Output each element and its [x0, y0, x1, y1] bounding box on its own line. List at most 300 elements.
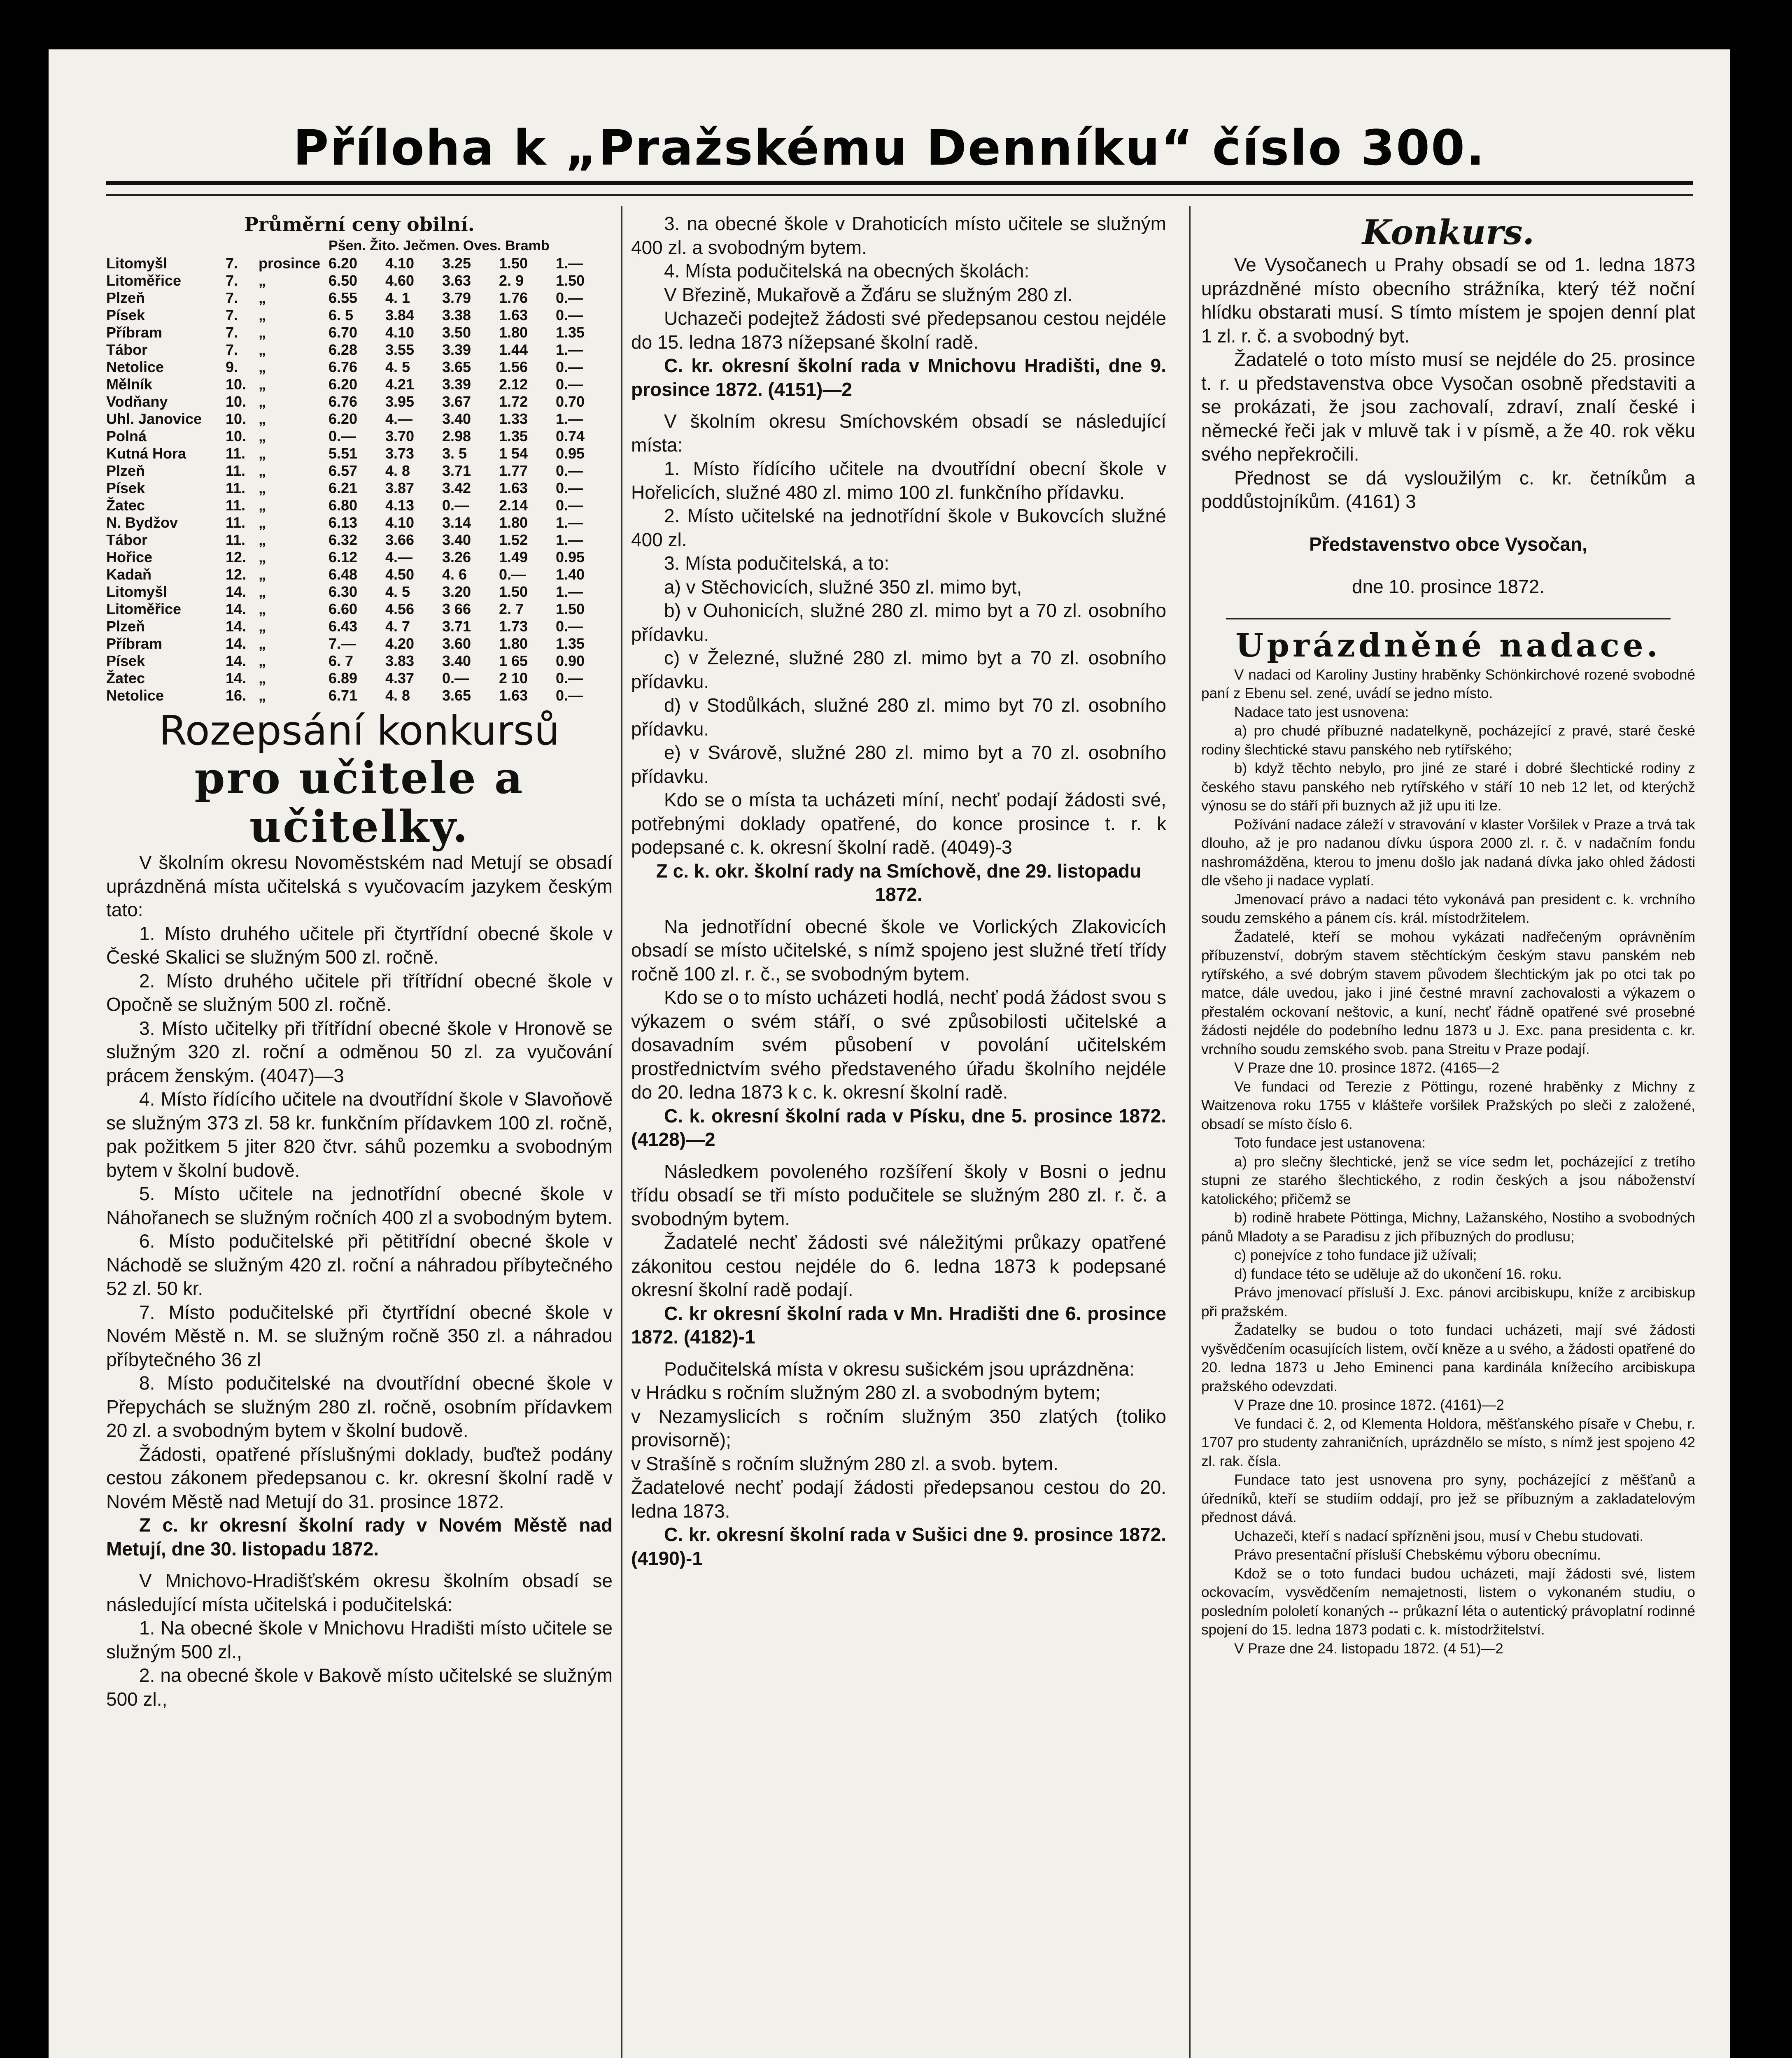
article-body: [631, 1381, 1166, 1523]
paragraph: a) v Stěchovicích, služné 350 zl. mimo byt,: [664, 576, 1022, 598]
price-table-cell: 6.71: [329, 687, 358, 704]
price-table-cell: N. Bydžov: [106, 514, 178, 531]
price-table-cell: 0.90: [556, 652, 585, 669]
paragraph: 2. Místo učitelské na jednotřídní škole v Bukovcích služné 400 zl.: [631, 505, 1166, 550]
paragraph: e) v Svárově, služné 280 zl. mimo byt a 70 zl. osobního přídavku.: [631, 742, 1166, 787]
price-table-cell: 4.—: [385, 549, 413, 566]
price-table-cell: Plzeň: [106, 462, 145, 479]
paragraph: 3. Místo učitelky při třítřídní obecné škole v Hronově se služným 320 zl. roční a odměnou 50 zl. za vyučování prácem ženským. (4047)—3: [106, 1017, 613, 1086]
price-table-cell: 1.—: [556, 583, 583, 600]
price-table-cell: „: [259, 549, 266, 566]
signature: C. kr. okresní školní rada v Mnichovu Hradišti, dne 9. prosince 1872. (4151)—2: [631, 355, 1166, 400]
price-table-row: [106, 376, 613, 393]
paragraph: V školním okresu Novoměstském nad Metují se obsadí uprázdněná místa učitelská s vyučovacím jazykem českým tato:: [106, 852, 613, 920]
price-table-cell: Plzeň: [106, 289, 145, 306]
price-table-cell: 1.80: [499, 514, 528, 531]
section-divider: [1226, 618, 1671, 619]
price-table-cell: 3.67: [442, 393, 471, 410]
price-table-cell: Tábor: [106, 531, 148, 548]
paragraph: 7. Místo podučitelské při čtyrtřídní obecné škole v Novém Městě n. M. se služným ročně 350 zl. a náhradou příbytečného 36 zl: [106, 1301, 613, 1370]
price-table-cell: 3.71: [442, 618, 471, 635]
paragraph: Uchazeči podejtež žádosti své předepsanou cestou nejdéle do 15. ledna 1873 nížepsané školní radě.: [631, 307, 1166, 353]
price-table-cell: 3.87: [385, 480, 415, 496]
signature: Z c. kr okresní školní rady v Novém Městě nad Metují, dne 30. listopadu 1872.: [106, 1514, 613, 1560]
price-table-cell: 0.95: [556, 445, 585, 462]
price-table-cell: 3.70: [385, 428, 415, 445]
section-title: Uprázdněné nadace.: [1235, 626, 1661, 664]
price-table-cell: 3.38: [442, 307, 471, 324]
price-table-cell: 2.12: [499, 376, 528, 393]
paragraph: 1. Místo druhého učitele při čtyrtřídní obecné škole v České Skalici se služným 500 zl. ročně.: [106, 922, 613, 968]
paragraph: V Praze dne 10. prosince 1872. (4161)—2: [1234, 1397, 1504, 1413]
article-body: [631, 915, 1166, 1104]
price-table-cell: 6.30: [329, 583, 358, 600]
paragraph: Žádosti, opatřené příslušnými doklady, buďtež podány cestou zákonem předepsanou c. kr. okresní školní radě v Novém Městě nad Metují do 31. prosince 1872.: [106, 1443, 613, 1512]
price-table-cell: 14.: [226, 670, 247, 687]
price-table-cell: 2 10: [499, 670, 528, 687]
price-table-cell: 3.83: [385, 652, 415, 669]
price-table-cell: 1.77: [499, 462, 528, 479]
price-table-cell: 6. 5: [329, 307, 354, 324]
paragraph: 8. Místo podučitelské na dvoutřídní obecné škole v Přepychách se služným 280 zl. ročně, osobním přídavkem 20 zl. a svobodným bytem v školní budově.: [106, 1372, 613, 1441]
price-table-cell: 1.49: [499, 549, 528, 566]
price-table-cell: 3.40: [442, 531, 471, 548]
price-table-cell: 3.39: [442, 341, 471, 358]
paragraph: Ve Vysočanech u Prahy obsadí se od 1. ledna 1873 uprázdněné místo obecního strážníka, který též noční hlídku obstarati musí. S tímto místem je spojen denní plat 1 zl. r. č. a svobodný byt.: [1201, 254, 1695, 347]
price-table-cell: Písek: [106, 307, 145, 324]
price-table-cell: Kutná Hora: [106, 445, 186, 462]
paragraph: 2. Místo druhého učitele při třítřídní obecné škole v Opočně se služným 500 zl. ročně.: [106, 970, 613, 1015]
price-table-title: Průměrní ceny obilní.: [244, 213, 475, 235]
price-table-row: [106, 341, 613, 359]
price-table-cell: 16.: [226, 687, 247, 704]
paragraph: Žadatelé nechť žádosti své náležitými průkazy opatřené zákonitou cestou nejdéle do 6. ledna 1873 k podepsané okresní školní radě podají.: [631, 1232, 1166, 1300]
price-table-cell: 1.76: [499, 289, 528, 306]
price-table-cell: 3.50: [442, 324, 471, 341]
price-table-cell: 1.56: [499, 359, 528, 375]
article-body-small: [1201, 666, 1695, 1658]
price-table-cell: 1.40: [556, 566, 585, 583]
paragraph: d) v Stodůlkách, služné 280 zl. mimo byt 70 zl. osobního přídavku.: [631, 694, 1166, 740]
price-table-cell: 3.60: [442, 635, 471, 652]
price-table-cell: 1 54: [499, 445, 528, 462]
price-table-row: [106, 687, 613, 704]
paragraph: V nadaci od Karoliny Justiny hraběnky Schönkirchové rozené svobodné paní z Ebenu sel. zené, uvádí se jedno místo.: [1201, 666, 1695, 701]
price-table-cell: 3.65: [442, 359, 471, 375]
price-table-row: [106, 652, 613, 670]
price-table-cell: 0.—: [556, 307, 583, 324]
price-table-cell: „: [259, 410, 266, 427]
paragraph: 1. Místo řídícího učitele na dvoutřídní obecní škole v Hořelicích, služné 480 zl. mimo 100 zl. funkčního přídavku.: [631, 458, 1166, 503]
price-table-cell: 6.48: [329, 566, 358, 583]
paragraph: b) rodině hrabete Pöttinga, Michny, Lažanského, Nostiho a svobodných pánů Mladoty a se Paradisu z jich příbuzných do prodlusu;: [1201, 1210, 1695, 1245]
price-table-row: [106, 583, 613, 601]
paragraph: v Hrádku s ročním služným 280 zl. a svobodným bytem;: [631, 1382, 1101, 1403]
paragraph: Právo presentační přísluší Chebskému výboru obecnímu.: [1234, 1547, 1601, 1563]
article-body: [106, 851, 613, 1513]
price-table-cell: 1.50: [556, 272, 585, 289]
price-table-cell: 0.74: [556, 428, 585, 445]
price-table-cell: 4.50: [385, 566, 415, 583]
signature: C. k. okresní školní rada v Písku, dne 5. prosince 1872. (4128)—2: [631, 1105, 1166, 1150]
price-table-cell: 0.70: [556, 393, 585, 410]
price-table-cell: 1 65: [499, 652, 528, 669]
price-table-cell: „: [259, 583, 266, 600]
price-table-cell: 1.63: [499, 307, 528, 324]
price-table-cell: „: [259, 652, 266, 669]
price-table-cell: 7.: [226, 289, 238, 306]
price-table-cell: 4. 1: [385, 289, 410, 306]
price-table-row: [106, 359, 613, 376]
paragraph: 4. Místo řídícího učitele na dvoutřídní škole v Slavoňově se služným 373 zl. 58 kr. funkčním přídavkem 100 zl. ročně, pak požitkem 5 jiter 820 čtvr. sáhů pozemku a svobodným bytem v školní budově.: [106, 1088, 613, 1181]
price-table-cell: 6.76: [329, 359, 358, 375]
paragraph: a) pro chudé příbuzné nadatelkyně, pocházející z pravé, staré české rodiny šlechtické stavu panského neb rytířského;: [1201, 723, 1695, 758]
price-table-row: [106, 497, 613, 514]
price-table-cell: Litoměřice: [106, 601, 182, 617]
price-table-cell: 6.55: [329, 289, 358, 306]
price-table-cell: Příbram: [106, 324, 163, 341]
paragraph: Následkem povoleného rozšíření školy v Bosni o jednu třídu obsadí se tři místo podučitele se služným 280 zl. r. č. a svobodným bytem.: [631, 1160, 1166, 1229]
price-table-cell: Litomyšl: [106, 255, 168, 272]
price-table-cell: 0.—: [556, 289, 583, 306]
price-table-row: [106, 307, 613, 324]
price-table-cell: 0.—: [556, 376, 583, 393]
price-table-cell: Písek: [106, 652, 145, 669]
price-table-cell: 4.21: [385, 376, 415, 393]
paragraph: Kdo se o to místo ucházeti hodlá, nechť podá žádost svou s výkazem o svém stáří, o své způsobilosti učitelské a dosavadním svém působení v povolání učitelském prostřednictvím svého představeného úřadu školního nejdéle do 20. ledna 1873 k c. k. okresní školní radě.: [631, 987, 1166, 1103]
price-table-cell: 11.: [226, 445, 246, 462]
price-table-cell: 3.14: [442, 514, 471, 531]
price-table-cell: 3 66: [442, 601, 471, 617]
paragraph: V Březině, Mukařově a Žďáru se služným 280 zl.: [664, 284, 1073, 305]
price-table-cell: 3.63: [442, 272, 471, 289]
section-subtitle: pro učitele a učitelky.: [194, 752, 524, 852]
signature: C. kr. okresní školní rada v Sušici dne 9. prosince 1872. (4190)-1: [631, 1524, 1166, 1569]
price-table-cell: „: [259, 635, 266, 652]
price-table-cell: 1.50: [499, 583, 528, 600]
paragraph: 3. Místa podučitelská, a to:: [664, 552, 890, 574]
price-table-cell: 4.60: [385, 272, 415, 289]
price-table-cell: „: [259, 289, 266, 306]
paragraph: 3. na obecné škole v Drahoticích místo učitele se služným 400 zl. a svobodným bytem.: [631, 213, 1166, 258]
price-table-cell: 2.14: [499, 497, 528, 514]
masthead: Příloha k „Pražskému Denníku“ číslo 300.: [293, 119, 1486, 176]
price-table-row: [106, 410, 613, 428]
price-table-cell: 1.52: [499, 531, 528, 548]
price-table: [106, 255, 613, 704]
price-table-cell: 4.10: [385, 514, 415, 531]
signature: Z c. k. okr. školní rady na Smíchově, dne 29. listopadu 1872.: [656, 860, 1142, 905]
price-table-cell: 0.—: [556, 670, 583, 687]
article-body: [631, 457, 1166, 859]
price-table-cell: 3.55: [385, 341, 415, 358]
paragraph: b) v Ouhonicích, služné 280 zl. mimo byt a 70 zl. osobního přídavku.: [631, 600, 1166, 645]
price-table-cell: 0.—: [499, 566, 527, 583]
price-table-header: Pšen. Žito. Ječmen. Oves. Bramb: [329, 238, 550, 254]
price-table-cell: 1.35: [556, 324, 585, 341]
price-table-cell: 7.: [226, 341, 238, 358]
price-table-cell: „: [259, 393, 266, 410]
price-table-cell: 10.: [226, 410, 247, 427]
price-table-cell: 1.—: [556, 255, 583, 272]
price-table-cell: 6. 7: [329, 652, 354, 669]
price-table-cell: 3.20: [442, 583, 471, 600]
price-table-cell: 3.66: [385, 531, 415, 548]
price-table-cell: „: [259, 428, 266, 445]
column-1: [106, 212, 613, 1711]
column-divider: [621, 206, 622, 2058]
price-table-cell: 2. 9: [499, 272, 524, 289]
price-table-cell: „: [259, 480, 266, 496]
paragraph: Kdož se o toto fundaci budou ucházeti, mají žádosti své, listem ockovacím, vysvědčením nemajetnosti, listem o vykonaném studiu, o posledním pololetí konaných -- průkazní léta o autentický právoplatní rodinné spojení do 15. ledna 1873 podati c. k. místodržitelství.: [1201, 1565, 1695, 1638]
price-table-cell: 1.63: [499, 480, 528, 496]
paragraph: Žadatelé o toto místo musí se nejdéle do 25. prosince t. r. u představenstva obce Vysočan osobně představiti a se prokázati, že jsou zachovalí, zdraví, znalí české i německé řeči jak v mluvě tak i v písmě, a že 40. rok věku svého nepřekročili.: [1201, 349, 1695, 465]
price-table-cell: 1.50: [499, 255, 528, 272]
price-table-cell: Vodňany: [106, 393, 168, 410]
price-table-row: [106, 272, 613, 289]
price-table-cell: Polná: [106, 428, 147, 445]
price-table-cell: „: [259, 497, 266, 514]
price-table-cell: „: [259, 359, 266, 375]
column-2: [631, 212, 1166, 1570]
price-table-cell: Mělník: [106, 376, 153, 393]
column-3: [1201, 212, 1695, 1658]
price-table-cell: Žatec: [106, 497, 145, 514]
paragraph: b) když těchto nebylo, pro jiné ze staré i dobré šlechtické rodiny z českého stavu panského neb rytířského v stáří 10 neb 12 let, od kterýchž výnosu se do stáří při buznych až již upu iti lze.: [1201, 760, 1695, 814]
price-table-cell: 14.: [226, 583, 247, 600]
price-table-cell: 4.37: [385, 670, 415, 687]
price-table-cell: 2. 7: [499, 601, 524, 617]
paragraph: 5. Místo učitele na jednotřídní obecné škole v Náhořanech se služným ročních 400 zl a svobodným bytem.: [106, 1183, 613, 1228]
price-table-cell: 0.—: [556, 480, 583, 496]
paragraph: Ve fundaci od Terezie z Pöttingu, rozené hraběnky z Michny z Waitzenova roku 1755 v klášteře voršilek Pražských po sleči z založené, obsadí se místo číslo 6.: [1201, 1078, 1695, 1132]
price-table-cell: 4. 6: [442, 566, 467, 583]
price-table-cell: 0.—: [556, 359, 583, 375]
price-table-cell: Litomyšl: [106, 583, 168, 600]
price-table-cell: „: [259, 376, 266, 393]
price-table-cell: 14.: [226, 635, 247, 652]
price-table-cell: 0.—: [442, 497, 470, 514]
price-table-cell: 3.65: [442, 687, 471, 704]
price-table-cell: 3.79: [442, 289, 471, 306]
price-table-cell: 7.: [226, 272, 238, 289]
price-table-cell: „: [259, 670, 266, 687]
price-table-cell: 0.—: [556, 618, 583, 635]
price-table-cell: „: [259, 531, 266, 548]
price-table-cell: 1.35: [556, 635, 585, 652]
price-table-row: [106, 566, 613, 583]
paragraph: 4. Místa podučitelská na obecných školách:: [664, 260, 1030, 282]
price-table-cell: 0.95: [556, 549, 585, 566]
price-table-cell: 7.—: [329, 635, 356, 652]
article-body: [631, 1160, 1166, 1302]
price-table-cell: 1.80: [499, 635, 528, 652]
signature: C. kr okresní školní rada v Mn. Hradišti dne 6. prosince 1872. (4182)-1: [631, 1302, 1166, 1348]
masthead-rule-thin: [106, 194, 1693, 196]
price-table-cell: Plzeň: [106, 618, 145, 635]
price-table-cell: Uhl. Janovice: [106, 410, 202, 427]
price-table-row: [106, 324, 613, 341]
paragraph: 2. na obecné škole v Bakově místo učitelské se služným 500 zl.,: [106, 1665, 613, 1710]
price-table-cell: Kadaň: [106, 566, 152, 583]
price-table-cell: „: [259, 618, 266, 635]
paragraph: Na jednotřídní obecné škole ve Vorlických Zlakovicích obsadí se místo učitelské, s nímž spojeno jest služné třetí třídy ročně 100 zl. r. č., se svobodným bytem.: [631, 915, 1166, 985]
price-table-cell: Tábor: [106, 341, 148, 358]
article-intro: Podučitelská místa v okresu sušickém jsou uprázdněna:: [664, 1358, 1135, 1380]
price-table-row: [106, 445, 613, 462]
paragraph: c) ponejvíce z toho fundace již užívali;: [1234, 1247, 1477, 1263]
price-table-cell: 4. 5: [385, 583, 410, 600]
paragraph: Nadace tato jest usnovena:: [1234, 704, 1409, 720]
price-table-cell: Písek: [106, 480, 145, 496]
signature: Představenstvo obce Vysočan,: [1309, 533, 1587, 555]
section-title: Rozepsání konkursů: [159, 708, 560, 754]
article-body: [631, 212, 1166, 354]
price-table-cell: 1.73: [499, 618, 528, 635]
paragraph: Právo jmenovací přísluší J. Exc. pánovi arcibiskupu, kníže z arcibiskup při pražském.: [1201, 1285, 1695, 1320]
price-table-cell: 4.56: [385, 601, 415, 617]
price-table-cell: „: [259, 566, 266, 583]
price-table-cell: „: [259, 601, 266, 617]
price-table-cell: 7.: [226, 324, 238, 341]
price-table-cell: 3.84: [385, 307, 415, 324]
price-table-cell: 3. 5: [442, 445, 467, 462]
price-table-cell: 10.: [226, 376, 247, 393]
price-table-cell: 6.32: [329, 531, 358, 548]
masthead-rule-thick: [106, 181, 1693, 185]
price-table-cell: 3.71: [442, 462, 471, 479]
price-table-cell: 11.: [226, 462, 246, 479]
price-table-cell: 11.: [226, 531, 246, 548]
price-table-cell: 0.—: [556, 462, 583, 479]
signature-date: dne 10. prosince 1872.: [1352, 576, 1545, 597]
price-table-cell: 12.: [226, 566, 247, 583]
price-table-cell: 6.20: [329, 255, 358, 272]
price-table-cell: „: [259, 272, 266, 289]
paragraph: Jmenovací právo a nadaci této vykonává pan president c. k. vrchního soudu zemského a pánem cís. král. místodržitelem.: [1201, 891, 1695, 926]
price-table-cell: 6.13: [329, 514, 358, 531]
price-table-cell: 1.33: [499, 410, 528, 427]
price-table-cell: 9.: [226, 359, 238, 375]
price-table-cell: 11.: [226, 497, 246, 514]
price-table-cell: 6.20: [329, 410, 358, 427]
price-table-cell: 0.—: [442, 670, 470, 687]
price-table-cell: 1.63: [499, 687, 528, 704]
price-table-cell: 4. 5: [385, 359, 410, 375]
price-table-cell: „: [259, 445, 266, 462]
price-table-cell: „: [259, 324, 266, 341]
price-table-cell: 4.10: [385, 255, 415, 272]
price-table-cell: 3.40: [442, 652, 471, 669]
price-table-cell: 3.42: [442, 480, 471, 496]
newspaper-page: [49, 49, 1730, 2058]
price-table-row: [106, 393, 613, 410]
paragraph: Ve fundaci č. 2, od Klementa Holdora, měšťanského písaře v Chebu, r. 1707 pro studenty zahraničních, uprázdnělo se místo, s nímž jest spojeno 42 zl. rak. čísla.: [1201, 1415, 1695, 1469]
price-table-cell: 3.73: [385, 445, 415, 462]
price-table-row: [106, 480, 613, 497]
paragraph: Toto fundace jest ustanovena:: [1234, 1135, 1426, 1151]
paragraph: Přednost se dá vysloužilým c. kr. četníkům a poddůstojníkům. (4161) 3: [1201, 467, 1695, 512]
paragraph: c) v Železné, služné 280 zl. mimo byt a 70 zl. osobního přídavku.: [631, 647, 1166, 692]
price-table-cell: 4. 7: [385, 618, 410, 635]
price-table-cell: Žatec: [106, 670, 145, 687]
section-title: Konkurs.: [1362, 213, 1535, 252]
price-table-cell: 3.95: [385, 393, 415, 410]
price-table-cell: 7.: [226, 255, 238, 272]
article-body: [106, 1569, 613, 1711]
price-table-cell: 0.—: [329, 428, 356, 445]
price-table-cell: 1.—: [556, 514, 583, 531]
price-table-row: [106, 514, 613, 531]
price-table-cell: 6.60: [329, 601, 358, 617]
price-table-cell: 4. 8: [385, 462, 410, 479]
price-table-cell: 6.76: [329, 393, 358, 410]
price-table-cell: 6.28: [329, 341, 358, 358]
price-table-row: [106, 601, 613, 618]
paragraph: V Praze dne 10. prosince 1872. (4165—2: [1234, 1060, 1500, 1076]
price-table-cell: 6.89: [329, 670, 358, 687]
paragraph: a) pro slečny šlechtické, jenž se více sedm let, pocházející z tretího stupni ze starého šlechtického, z rodin českých a jsou náboženství katolického; přičemž se: [1201, 1153, 1695, 1207]
price-table-cell: „: [259, 687, 266, 704]
price-table-cell: 3.25: [442, 255, 471, 272]
paragraph: v Nezamyslicích s ročním služným 350 zlatých (toliko provisorně);: [631, 1405, 1166, 1450]
price-table-cell: 3.40: [442, 410, 471, 427]
price-table-cell: 11.: [226, 514, 246, 531]
paragraph: Požívání nadace záleží v stravování v klaster Voršilek v Praze a trvá tak dlouho, až je pro nadanou dívku úspora 2000 zl. r. č. v nadačním fondu nashromážděna, kterou to jmenu došlo jak nadaná dívka jako ohled žádosti dle všeho ji nadace vyplatí.: [1201, 816, 1695, 889]
paragraph: Fundace tato jest usnovena pro syny, pocházející z měšťanů a úředníků, kteří se studiím oddají, pro jež se příbuzným a zakladatelovým přednost dává.: [1201, 1472, 1695, 1525]
price-table-cell: 1.72: [499, 393, 528, 410]
price-table-cell: 6.20: [329, 376, 358, 393]
price-table-cell: 14.: [226, 618, 247, 635]
article-intro: V školním okresu Smíchovském obsadí se následující místa:: [631, 410, 1166, 456]
paragraph: v Strašíně s ročním služným 280 zl. a svob. bytem.: [631, 1453, 1058, 1474]
price-table-row: [106, 635, 613, 652]
paragraph: Žadatelky se budou o toto fundaci ucházeti, mají své žádosti vyšvědčením ocasujících listem, ovčí kněze a u svého, a žádosti opatřené do 20. ledna 1873 u Jeho Eminenci pana kardinála knížecího arcibiskupa pražského odevzdati.: [1201, 1322, 1695, 1395]
price-table-cell: 6.80: [329, 497, 358, 514]
price-table-cell: 14.: [226, 652, 247, 669]
price-table-cell: 5.51: [329, 445, 358, 462]
price-table-cell: 4.20: [385, 635, 415, 652]
price-table-cell: 1.35: [499, 428, 528, 445]
price-table-cell: prosince: [259, 255, 321, 272]
article-body: [1201, 253, 1695, 514]
price-table-cell: 7.: [226, 307, 238, 324]
price-table-cell: „: [259, 341, 266, 358]
price-table-cell: 1.—: [556, 410, 583, 427]
price-table-cell: „: [259, 307, 266, 324]
price-table-cell: Hořice: [106, 549, 153, 566]
price-table-cell: 6.70: [329, 324, 358, 341]
price-table-row: [106, 462, 613, 480]
price-table-cell: 1.—: [556, 531, 583, 548]
price-table-cell: 6.12: [329, 549, 358, 566]
price-table-cell: 4. 8: [385, 687, 410, 704]
price-table-cell: 0.—: [556, 687, 583, 704]
price-table-cell: 6.21: [329, 480, 358, 496]
price-table-cell: 1.50: [556, 601, 585, 617]
price-table-cell: 3.26: [442, 549, 471, 566]
price-table-cell: 6.43: [329, 618, 358, 635]
price-table-cell: 1.44: [499, 341, 528, 358]
paragraph: 6. Místo podučitelské při pětitřídní obecné škole v Náchodě se služným 420 zl. roční a náhradou příbytečného 52 zl. 50 kr.: [106, 1230, 613, 1299]
price-table-cell: 0.—: [556, 497, 583, 514]
price-table-cell: 6.57: [329, 462, 358, 479]
paragraph: Žadatelé, kteří se mohou vykázati nadřečeným oprávněním příbuzenství, dobrým stavem stěchtíckým českým stavu panském neb rytířského, a své dobrým stavem původem šlechtickým jak po otci tak po matce, dále uvedou, jako i jiné čestné mravní zachovalosti a výkazem o přestalém ockovaní neštovic, a kuní, nechť řádně opatřené své prosebné žádosti nejdéle do podebního lednu 1873 u J. Exc. pana presidenta c. kr. vrchního soudu zemského svob. pana Streitu v Praze podají.: [1201, 929, 1695, 1057]
price-table-cell: „: [259, 462, 266, 479]
paragraph: d) fundace této se uděluje až do ukončení 16. roku.: [1234, 1266, 1562, 1282]
price-table-cell: „: [259, 514, 266, 531]
price-table-cell: 14.: [226, 601, 247, 617]
